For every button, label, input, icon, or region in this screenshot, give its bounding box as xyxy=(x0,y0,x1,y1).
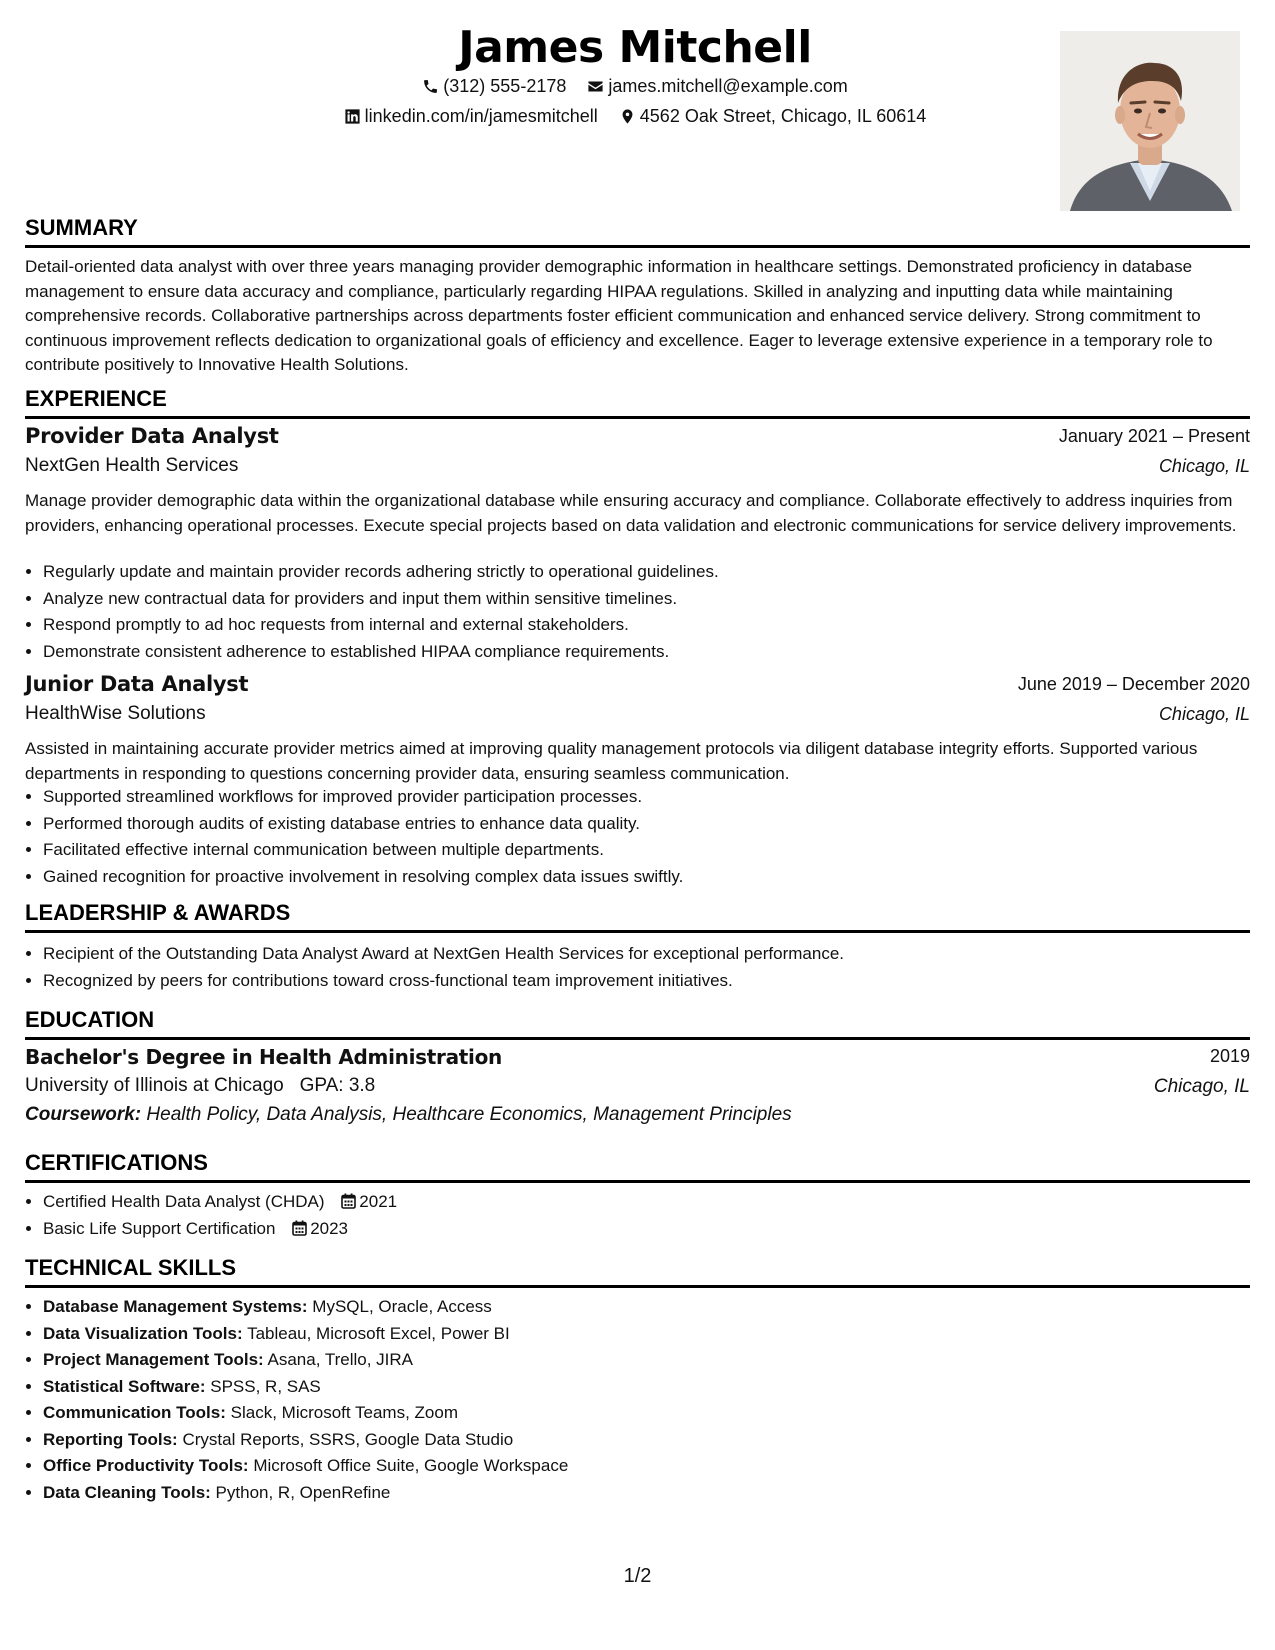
section-title-certifications: CERTIFICATIONS xyxy=(25,1149,1250,1183)
linkedin-text[interactable]: linkedin.com/in/jamesmitchell xyxy=(364,106,598,126)
section-title-skills: TECHNICAL SKILLS xyxy=(25,1254,1250,1288)
skill-value: Tableau, Microsoft Excel, Power BI xyxy=(247,1323,510,1343)
map-pin-icon xyxy=(619,108,636,125)
job-title: Provider Data Analyst xyxy=(25,424,279,448)
list-item: • Demonstrate consistent adherence to established HIPAA compliance requirements. xyxy=(43,639,1268,666)
job-location: Chicago, IL xyxy=(1158,704,1250,724)
skill-value: Microsoft Office Suite, Google Workspace xyxy=(253,1456,569,1475)
list-item: • Facilitated effective internal communication between multiple departments. xyxy=(43,837,1268,864)
linkedin-contact[interactable] xyxy=(344,106,598,127)
phone-contact xyxy=(422,76,566,97)
email-text[interactable]: james.mitchell@example.com xyxy=(608,76,848,96)
coursework-text: Health Policy, Data Analysis, Healthcare Economics, Management Principles xyxy=(146,1104,792,1125)
list-item xyxy=(43,1189,1268,1216)
job-title: Junior Data Analyst xyxy=(25,672,249,696)
candidate-name: James Mitchell xyxy=(458,22,812,73)
list-item xyxy=(43,1427,1268,1454)
job-dates: January 2021 – Present xyxy=(1058,426,1250,446)
school-name: University of Illinois at Chicago xyxy=(25,1075,284,1096)
skill-value: MySQL, Oracle, Access xyxy=(312,1297,492,1316)
job-bullets xyxy=(25,559,1268,665)
skills-list xyxy=(25,1294,1268,1506)
page-number: 1/2 xyxy=(623,1565,652,1587)
list-item: • Gained recognition for proactive involvement in resolving complex data issues swiftly. xyxy=(43,864,1268,891)
list-item: • Respond promptly to ad hoc requests from internal and external stakeholders. xyxy=(43,612,1268,639)
section-title-leadership: LEADERSHIP & AWARDS xyxy=(25,899,1250,933)
job-dates: June 2019 – December 2020 xyxy=(1017,674,1250,694)
list-item: • Supported streamlined workflows for improved provider participation processes. xyxy=(43,784,1268,811)
resume-header xyxy=(25,18,1255,218)
job-company: NextGen Health Services xyxy=(25,455,239,476)
leadership-bullets xyxy=(25,941,1268,994)
certification-year: 2023 xyxy=(310,1218,349,1238)
list-item: • Recognized by peers for contributions toward cross-functional team improvement initiatives. xyxy=(43,968,1268,995)
skill-value: Asana, Trello, JIRA xyxy=(267,1350,414,1369)
skill-label: Data Visualization Tools: xyxy=(43,1323,243,1343)
email-contact[interactable] xyxy=(587,76,847,97)
list-item: • Analyze new contractual data for providers and input them within sensitive timelines. xyxy=(43,586,1268,613)
skill-value: Slack, Microsoft Teams, Zoom xyxy=(230,1403,458,1422)
phone-icon xyxy=(422,78,439,95)
calendar-icon xyxy=(292,1220,307,1236)
certification-name: Certified Health Data Analyst (CHDA) xyxy=(43,1192,325,1211)
education-year: 2019 xyxy=(1209,1046,1250,1066)
linkedin-icon xyxy=(344,108,361,125)
list-item xyxy=(43,1216,1268,1243)
list-item: • Recipient of the Outstanding Data Analyst Award at NextGen Health Services for exceptional performance. xyxy=(43,941,1268,968)
summary-text: Detail-oriented data analyst with over three years managing provider demographic information in healthcare settings. Demonstrated proficiency in database management to ensure data accuracy and compliance, particularly regarding HIPAA regulations. Skilled in analyzing and inputting data while maintaining comprehensive records. Collaborative partnerships across departments foster efficient communication and enhanced service delivery. Strong commitment to continuous improvement reflects dedication to organizational goals of efficiency and excellence. Eager to leverage extensive experience in a temporary role to contribute positively to Innovative Health Solutions. xyxy=(25,257,1213,374)
certification-name: Basic Life Support Certification xyxy=(43,1218,276,1238)
skill-value: SPSS, R, SAS xyxy=(210,1376,321,1396)
list-item xyxy=(43,1374,1268,1401)
section-title-experience: EXPERIENCE xyxy=(25,385,1250,419)
list-item xyxy=(43,1480,1268,1507)
address-text: 4562 Oak Street, Chicago, IL 60614 xyxy=(639,106,927,126)
skill-value: Crystal Reports, SSRS, Google Data Studio xyxy=(182,1429,514,1449)
skill-label: Project Management Tools: xyxy=(43,1350,264,1369)
skill-label: Reporting Tools: xyxy=(43,1429,178,1449)
profile-photo xyxy=(1060,31,1240,211)
section-title-education: EDUCATION xyxy=(25,1006,1250,1040)
job-description: Assisted in maintaining accurate provider metrics aimed at improving quality management protocols via diligent database integrity efforts. Supported various departments in responding to questions concerning provider data, ensuring seamless communication. xyxy=(25,739,1198,783)
skill-label: Data Cleaning Tools: xyxy=(43,1482,211,1502)
section-title-summary: SUMMARY xyxy=(25,214,1250,248)
job-company: HealthWise Solutions xyxy=(25,703,206,724)
list-item: • Regularly update and maintain provider records adhering strictly to operational guidelines. xyxy=(43,559,1268,586)
job-bullets xyxy=(25,784,1268,890)
coursework-label: Coursework: xyxy=(25,1104,142,1125)
skill-label: Statistical Software: xyxy=(43,1376,206,1396)
skill-label: Office Productivity Tools: xyxy=(43,1456,249,1475)
envelope-icon xyxy=(587,78,604,95)
skill-label: Database Management Systems: xyxy=(43,1297,308,1316)
profile-photo-image xyxy=(1060,31,1240,211)
education-location: Chicago, IL xyxy=(1153,1076,1250,1097)
list-item xyxy=(43,1294,1268,1321)
list-item xyxy=(43,1347,1268,1374)
skill-label: Communication Tools: xyxy=(43,1403,226,1422)
certification-list xyxy=(25,1189,1268,1242)
skill-value: Python, R, OpenRefine xyxy=(215,1482,391,1502)
list-item xyxy=(43,1321,1268,1348)
list-item xyxy=(43,1400,1268,1427)
job-description: Manage provider demographic data within the organizational database while ensuring accuracy and compliance. Collaborate effectively to address inquiries from providers, enhancing operational processes. Execute special projects based on data validation and electronic communications for service delivery improvements. xyxy=(25,491,1237,535)
gpa: GPA: 3.8 xyxy=(299,1075,376,1096)
phone-text: (312) 555-2178 xyxy=(443,76,567,96)
list-item: • Performed thorough audits of existing database entries to enhance data quality. xyxy=(43,811,1268,838)
address-contact xyxy=(619,106,927,127)
calendar-icon xyxy=(341,1193,356,1209)
certification-year: 2021 xyxy=(359,1192,398,1211)
list-item xyxy=(43,1453,1268,1480)
coursework-line xyxy=(25,1104,792,1126)
degree-title: Bachelor's Degree in Health Administration xyxy=(25,1045,502,1069)
job-location: Chicago, IL xyxy=(1158,456,1250,476)
school-line xyxy=(25,1075,375,1097)
